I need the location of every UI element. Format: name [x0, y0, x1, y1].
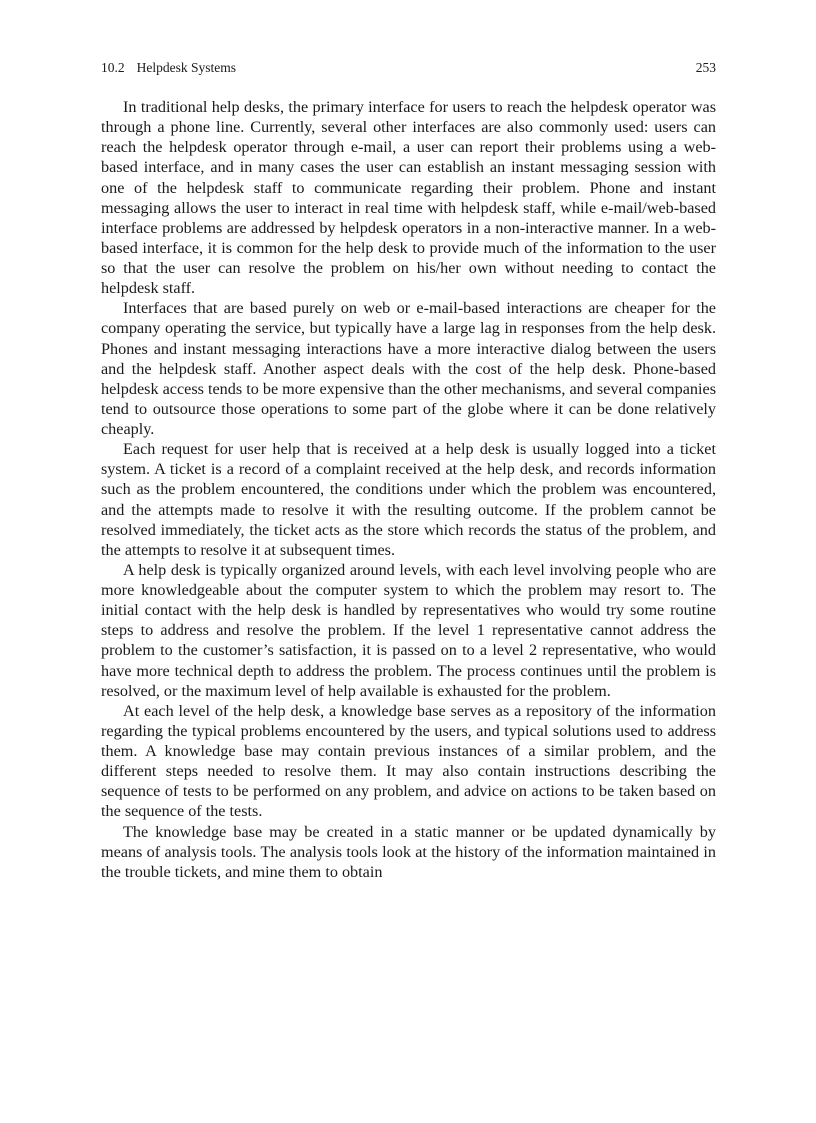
body-text — [101, 97, 716, 882]
paragraph-knowledge-base: At each level of the help desk, a knowledge base serves as a repository of the information regarding the typical problems encountered by the users, and typical solutions used to address them. A knowledge base may contain previous instances of a similar problem, and the different steps needed to resolve them. It may also contain instructions describing the sequence of tests to be performed on any problem, and advice on actions to be taken based on the sequence of the tests. — [101, 701, 716, 821]
running-head — [101, 59, 716, 77]
paragraph-interface-costs: Interfaces that are based purely on web or e-mail-based interactions are cheaper for the company operating the service, but typically have a large lag in responses from the help desk. Phones and instant messaging interactions have a more interactive dialog between the users and the helpdesk staff. Another aspect deals with the cost of the help desk. Phone-based helpdesk access tends to be more expensive than the other mechanisms, and several companies tend to outsource those operations to some part of the globe where it can be done relatively cheaply. — [101, 299, 716, 438]
paragraph-knowledge-base-analysis: The knowledge base may be created in a static manner or be updated dynamically by means of analysis tools. The analysis tools look at the history of the information maintained in the trouble tickets, and mine them to obtain — [101, 822, 716, 881]
section-number: 10.2 — [101, 60, 125, 75]
section-title: Helpdesk Systems — [136, 60, 236, 75]
page-number: 253 — [695, 60, 716, 75]
paragraph-helpdesk-levels: A help desk is typically organized around levels, with each level involving people who are more knowledgeable about the computer system to which the problem may resort to. The initial contact with the help desk is handled by representatives who would try some routine steps to address and resolve the problem. If the level 1 representative cannot address the problem to the customer’s satisfaction, it is passed on to a level 2 representative, who would have more technical depth to address the problem. The process continues until the problem is resolved, or the maximum level of help available is exhausted for the problem. — [101, 560, 716, 700]
running-head-section — [101, 59, 236, 77]
paragraph-helpdesk-interfaces: In traditional help desks, the primary interface for users to reach the helpdesk operator was through a phone line. Currently, several other interfaces are also commonly used: users can reach the helpdesk operator through e-mail, a user can report their problems using a web-based interface, and in many cases the user can establish an instant messaging session with one of the helpdesk staff to communicate regarding their problem. Phone and instant messaging allows the user to interact in real time with helpdesk staff, while e-mail/web-based interface problems are addressed by helpdesk operators in a non-interactive manner. In a web-based interface, it is common for the help desk to provide much of the information to the user so that the user can resolve the problem on his/her own without needing to contact the helpdesk staff. — [101, 98, 716, 298]
paragraph-ticket-system: Each request for user help that is received at a help desk is usually logged into a ticket system. A ticket is a record of a complaint received at the help desk, and records information such as the problem encountered, the conditions under which the problem was encountered, and the attempts made to resolve it with the resulting outcome. If the problem cannot be resolved immediately, the ticket acts as the store which records the status of the problem, and the attempts to resolve it at subsequent times. — [101, 440, 716, 559]
